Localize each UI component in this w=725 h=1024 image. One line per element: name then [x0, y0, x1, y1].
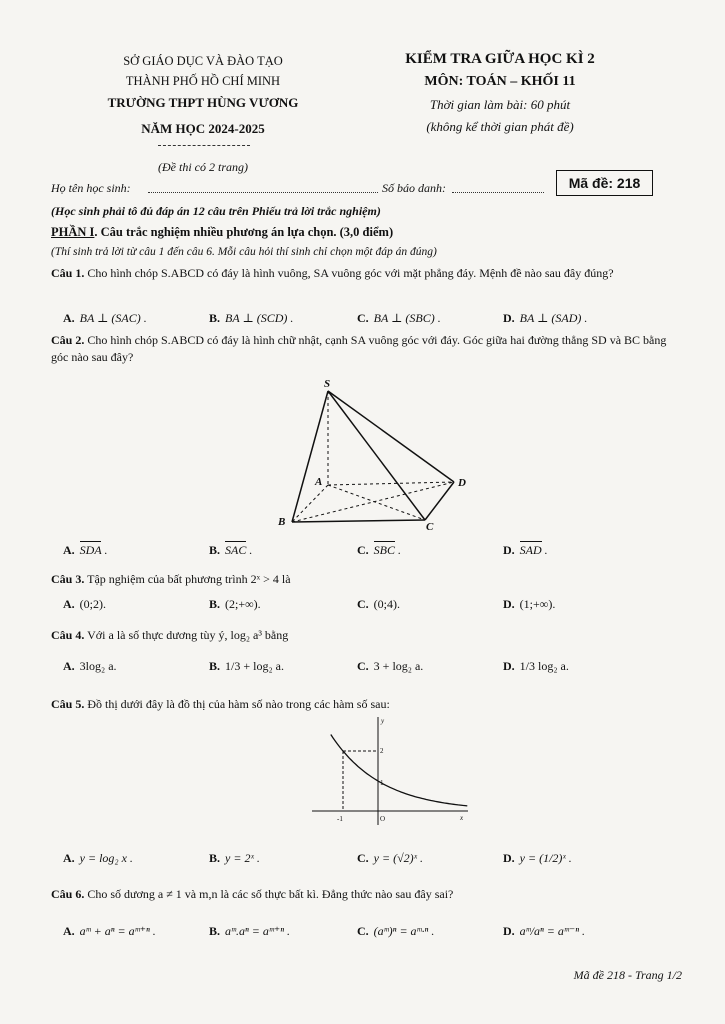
q1-c-text: BA ⊥ (SBC) . — [373, 311, 441, 325]
q1-option-a[interactable] — [63, 311, 147, 326]
q1-label: Câu 1. — [51, 266, 85, 280]
q2-d-key: D. — [503, 543, 515, 557]
q3-b-text: (2;+∞). — [225, 597, 261, 611]
q5-c-key: C. — [357, 851, 369, 865]
q4-d-key: D. — [503, 659, 515, 673]
q4-b-text: 1/3 + log₂ a. — [225, 659, 284, 673]
header-divider — [158, 145, 250, 146]
q5-d-key: D. — [503, 851, 515, 865]
q1-d-key: D. — [503, 311, 515, 325]
q1-option-b[interactable] — [209, 311, 293, 326]
exam-title: KIỂM TRA GIỮA HỌC KÌ 2 — [405, 51, 595, 67]
q4-d-text: 1/3 log₂ a. — [519, 659, 569, 673]
q3-option-b[interactable] — [209, 597, 261, 612]
q3-text: Tập nghiệm của bất phương trình 2ˣ > 4 là — [87, 572, 291, 586]
q6-c-text: (aᵐ)ⁿ = aᵐ·ⁿ . — [373, 924, 435, 938]
exp-curve — [331, 735, 468, 806]
q2-c-key: C. — [357, 543, 369, 557]
page-footer: Mã đề 218 - Trang 1/2 — [573, 968, 682, 982]
question-1 — [51, 265, 681, 282]
q4-option-b[interactable] — [209, 659, 284, 674]
q5-option-a[interactable] — [63, 851, 133, 866]
instruction: (Học sinh phải tô đủ đáp án 12 câu trên Phiếu trả lời trắc nghiệm) — [51, 204, 381, 218]
q5-option-d[interactable] — [503, 851, 572, 866]
q4-option-a[interactable] — [63, 659, 117, 674]
exam-code-box: Mã đề: 218 — [556, 170, 653, 196]
question-6 — [51, 886, 681, 903]
q2-a-key: A. — [63, 543, 75, 557]
label-d: D — [458, 477, 466, 489]
q3-d-key: D. — [503, 597, 515, 611]
q5-d-text: y = (1/2)ˣ . — [519, 851, 572, 865]
time-note: (không kể thời gian phát đề) — [426, 119, 574, 134]
y-label: y — [381, 717, 385, 725]
q4-label: Câu 4. — [51, 628, 85, 642]
pyramid-figure — [270, 372, 470, 537]
edge-bd — [292, 482, 454, 522]
edge-bc — [292, 520, 425, 522]
q3-option-c[interactable] — [357, 597, 400, 612]
tick-two: 2 — [380, 747, 384, 755]
tick-minus-one: -1 — [337, 815, 343, 823]
q5-b-key: B. — [209, 851, 221, 865]
q2-option-c[interactable]: C. SBC . — [357, 543, 402, 557]
q3-d-text: (1;+∞). — [519, 597, 556, 611]
q6-option-c[interactable] — [357, 924, 434, 939]
q2-b-key: B. — [209, 543, 221, 557]
q2-text: Cho hình chóp S.ABCD có đáy là hình chữ nhật, cạnh SA vuông góc với đáy. Góc giữa hai đường thẳng SD và BC bằng góc nào sau đây? — [51, 333, 667, 364]
q5-label: Câu 5. — [51, 697, 85, 711]
q2-b-text: SAC — [225, 543, 247, 557]
q3-option-a[interactable] — [63, 597, 106, 612]
edge-sc — [328, 391, 425, 520]
student-name-field — [148, 192, 378, 193]
part1-note: (Thí sinh trả lời từ câu 1 đến câu 6. Mỗi câu hỏi thí sinh chỉ chọn một đáp án đúng) — [51, 246, 437, 258]
q6-d-key: D. — [503, 924, 515, 938]
q3-a-text: (0;2). — [79, 597, 106, 611]
q2-c-text: SBC — [373, 543, 396, 557]
q5-b-text: y = 2ˣ . — [225, 851, 260, 865]
part1-rest: . Câu trắc nghiệm nhiều phương án lựa chọn. (3,0 điểm) — [94, 225, 394, 239]
q4-c-key: C. — [357, 659, 369, 673]
q2-option-d[interactable]: D. SAD . — [503, 543, 548, 557]
q6-text: Cho số dương a ≠ 1 và m,n là các số thực bất kì. Đẳng thức nào sau đây sai? — [87, 887, 454, 901]
q6-c-key: C. — [357, 924, 369, 938]
pages-note: (Đề thi có 2 trang) — [158, 160, 248, 174]
q5-text: Đồ thị dưới đây là đồ thị của hàm số nào trong các hàm số sau: — [87, 697, 390, 711]
q6-option-b[interactable] — [209, 924, 290, 939]
q4-a-text: 3log₂ a. — [79, 659, 117, 673]
part1-prefix: PHẦN I — [51, 225, 95, 239]
q2-option-a[interactable]: A. SDA . — [63, 543, 108, 557]
school-name: TRƯỜNG THPT HÙNG VƯƠNG — [107, 95, 299, 110]
label-a: A — [315, 476, 323, 488]
q1-text: Cho hình chóp S.ABCD có đáy là hình vuông, SA vuông góc với mặt phẳng đáy. Mệnh đề nào sau đây đúng? — [87, 266, 614, 280]
label-s: S — [324, 378, 331, 390]
q2-option-b[interactable]: B. SAC . — [209, 543, 253, 557]
q5-a-key: A. — [63, 851, 75, 865]
q6-option-a[interactable] — [63, 924, 156, 939]
q3-label: Câu 3. — [51, 572, 85, 586]
q2-d-text: SAD — [519, 543, 542, 557]
q5-a-text: y = log₂ x . — [79, 851, 133, 865]
student-id-field — [452, 192, 544, 193]
q5-c-text: y = (√2)ˣ . — [373, 851, 424, 865]
q1-a-key: A. — [63, 311, 75, 325]
q3-b-key: B. — [209, 597, 221, 611]
label-b: B — [278, 516, 286, 528]
city-name: THÀNH PHỐ HỒ CHÍ MINH — [125, 74, 281, 88]
q6-a-key: A. — [63, 924, 75, 938]
question-5 — [51, 696, 681, 713]
tick-one: 1 — [380, 779, 384, 787]
school-year: NĂM HỌC 2024-2025 — [141, 121, 265, 136]
q4-a-key: A. — [63, 659, 75, 673]
q1-d-text: BA ⊥ (SAD) . — [519, 311, 588, 325]
q4-b-key: B. — [209, 659, 221, 673]
question-3 — [51, 571, 681, 588]
subject-title: MÔN: TOÁN – KHỐI 11 — [424, 74, 576, 89]
q4-option-d[interactable] — [503, 659, 569, 674]
q6-option-d[interactable] — [503, 924, 585, 939]
q3-a-key: A. — [63, 597, 75, 611]
x-label: x — [460, 814, 464, 822]
q1-option-d[interactable] — [503, 311, 587, 326]
edge-ad — [328, 482, 454, 485]
q1-option-c[interactable] — [357, 311, 441, 326]
q6-a-text: aᵐ + aⁿ = aᵐ⁺ⁿ . — [79, 924, 156, 938]
q5-option-c[interactable] — [357, 851, 423, 866]
q4-text: Với a là số thực dương tùy ý, log₂ a³ bằng — [87, 628, 289, 642]
label-c: C — [426, 521, 434, 533]
q1-a-text: BA ⊥ (SAC) . — [79, 311, 147, 325]
q1-b-text: BA ⊥ (SCD) . — [225, 311, 294, 325]
q1-c-key: C. — [357, 311, 369, 325]
dept-name: SỞ GIÁO DỤC VÀ ĐÀO TẠO — [123, 54, 283, 68]
edge-sb — [292, 391, 328, 522]
edge-ac — [328, 485, 425, 520]
q6-d-text: aᵐ/aⁿ = aᵐ⁻ⁿ . — [519, 924, 586, 938]
q3-c-key: C. — [357, 597, 369, 611]
edge-cd — [425, 482, 454, 520]
function-graph — [308, 713, 473, 828]
q2-a-text: SDA — [79, 543, 102, 557]
edge-sd — [328, 391, 454, 482]
q3-c-text: (0;4). — [373, 597, 400, 611]
q1-b-key: B. — [209, 311, 221, 325]
q3-option-d[interactable] — [503, 597, 555, 612]
part1-title — [51, 225, 393, 240]
q2-label: Câu 2. — [51, 333, 85, 347]
q6-b-key: B. — [209, 924, 221, 938]
q5-option-b[interactable] — [209, 851, 260, 866]
student-id-label: Số báo danh: — [382, 181, 446, 195]
origin-label: O — [380, 815, 386, 823]
student-name-label: Họ tên học sinh: — [51, 181, 131, 195]
q6-b-text: aᵐ.aⁿ = aᵐ⁺ⁿ . — [225, 924, 291, 938]
q4-c-text: 3 + log₂ a. — [373, 659, 424, 673]
q6-label: Câu 6. — [51, 887, 85, 901]
question-4 — [51, 627, 681, 644]
time-limit: Thời gian làm bài: 60 phút — [429, 97, 571, 112]
q4-option-c[interactable] — [357, 659, 423, 674]
question-2 — [51, 332, 681, 366]
